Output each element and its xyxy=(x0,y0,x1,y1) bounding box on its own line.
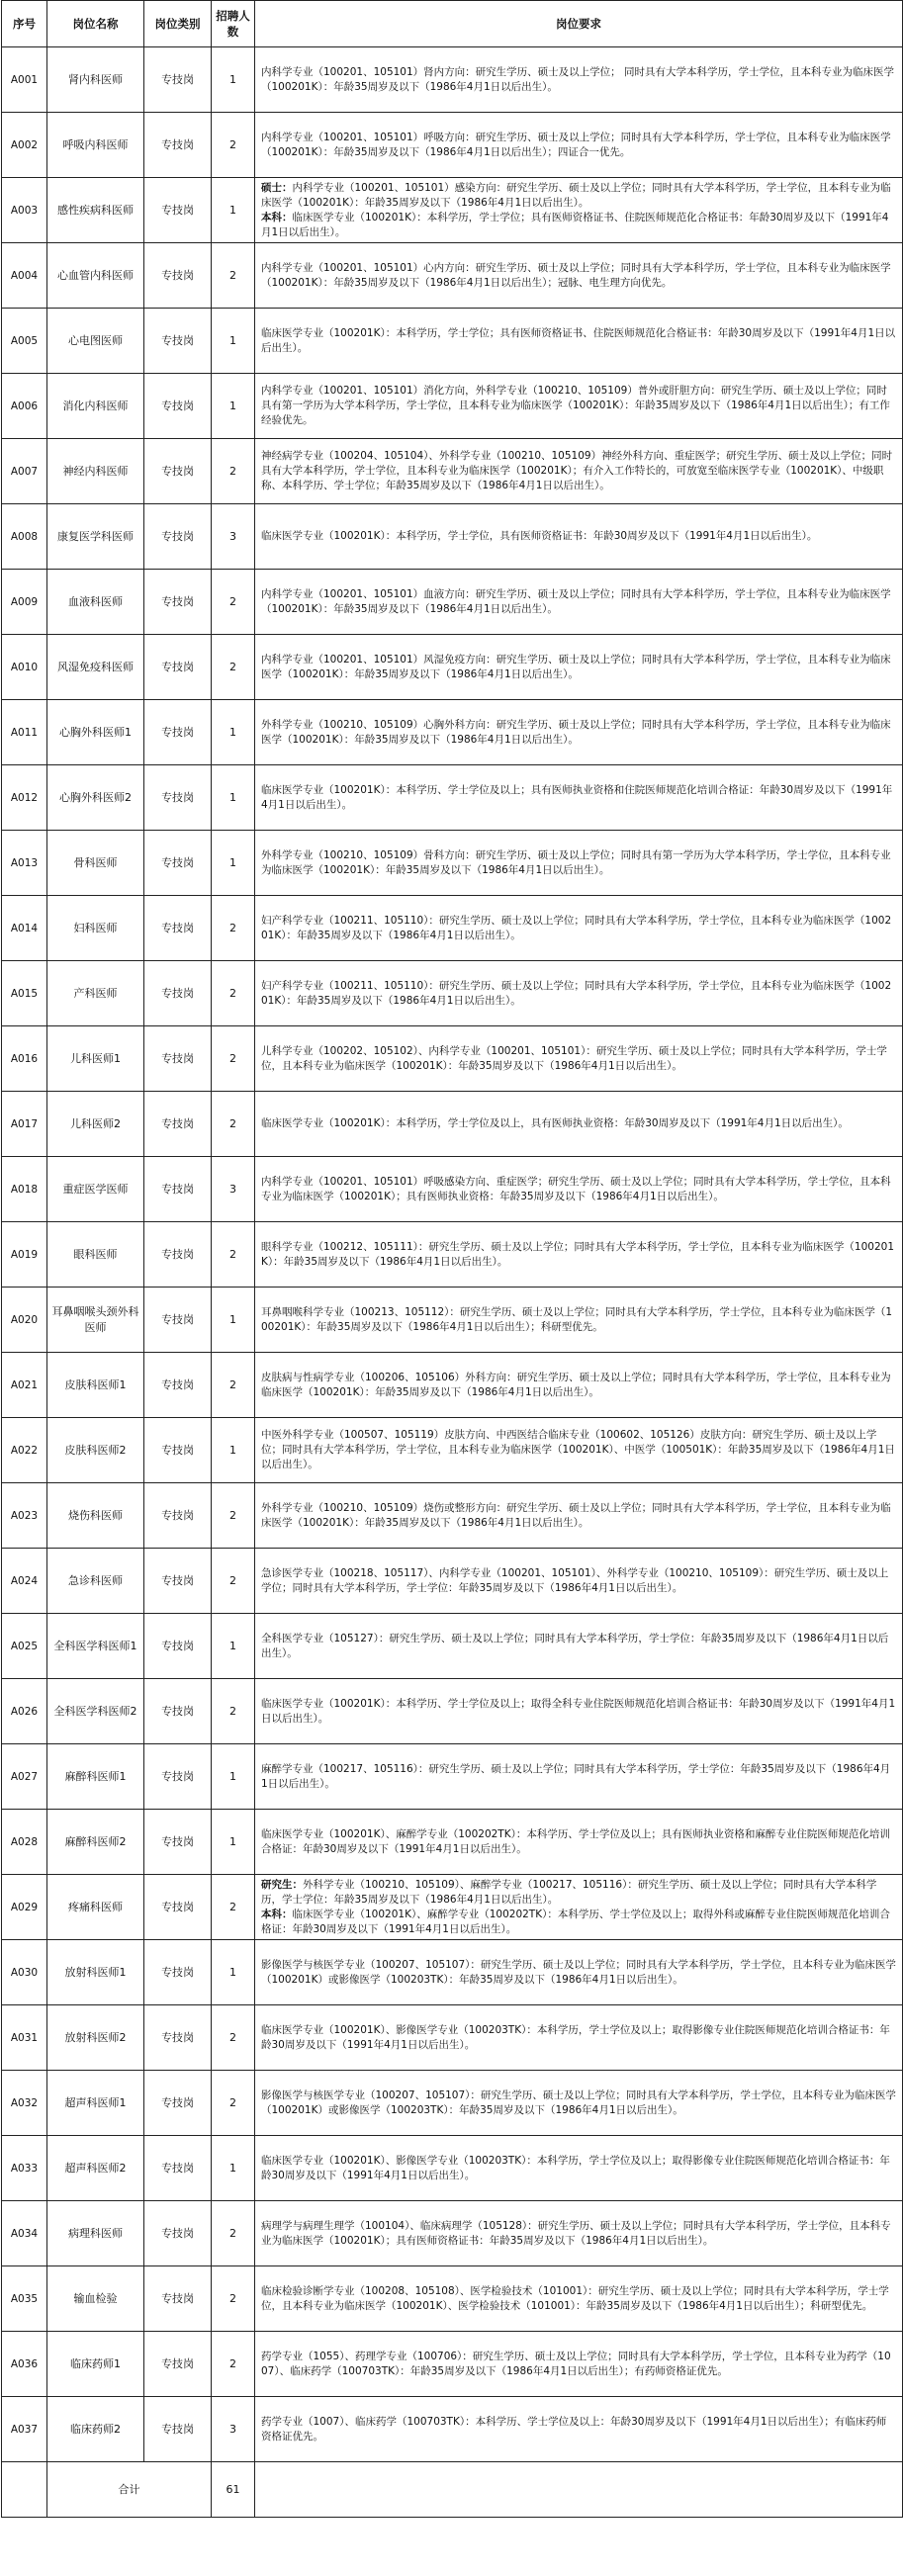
row-post-category: 专技岗 xyxy=(144,113,212,178)
row-hire-count: 1 xyxy=(212,1418,255,1483)
total-empty-requirements xyxy=(255,2462,903,2518)
requirement-line-label: 研究生： xyxy=(261,1878,303,1891)
row-serial: A002 xyxy=(2,113,47,178)
row-serial: A017 xyxy=(2,1092,47,1157)
header-requirements: 岗位要求 xyxy=(255,1,903,47)
row-requirements xyxy=(255,178,903,243)
row-serial: A008 xyxy=(2,504,47,570)
row-serial: A036 xyxy=(2,2332,47,2397)
row-post-name: 放射科医师2 xyxy=(47,2005,144,2071)
row-requirements: 中医外科学专业（100507、105119）皮肤方向、中西医结合临床专业（100602、105126）皮肤方向：研究生学历、硕士及以上学位；同时具有大学本科学历，学士学位，且本科专业为临床医学（100201K）、中医学（100501K）：年龄35周岁及以下（1986年4月1日以后出生）。 xyxy=(255,1418,903,1483)
row-hire-count: 2 xyxy=(212,1875,255,1940)
row-requirements: 内科学专业（100201、105101）心内方向：研究生学历、硕士及以上学位；同时具有大学本科学历，学士学位，且本科专业为临床医学（100201K）：年龄35周岁及以下（1986年4月1日以后出生）；冠脉、电生理方向优先。 xyxy=(255,243,903,309)
header-serial: 序号 xyxy=(2,1,47,47)
row-post-name: 儿科医师1 xyxy=(47,1026,144,1092)
row-hire-count: 1 xyxy=(212,1744,255,1810)
row-serial: A028 xyxy=(2,1810,47,1875)
row-serial: A027 xyxy=(2,1744,47,1810)
table-row xyxy=(2,1092,903,1157)
row-serial: A019 xyxy=(2,1222,47,1288)
table-row xyxy=(2,1026,903,1092)
row-hire-count: 2 xyxy=(212,2005,255,2071)
row-post-category: 专技岗 xyxy=(144,1810,212,1875)
table-row xyxy=(2,309,903,374)
table-row xyxy=(2,1288,903,1353)
row-requirements: 全科医学专业（105127）：研究生学历、硕士及以上学位；同时具有大学本科学历，学士学位：年龄35周岁及以下（1986年4月1日以后出生）。 xyxy=(255,1614,903,1679)
table-row xyxy=(2,1940,903,2005)
row-post-name: 血液科医师 xyxy=(47,570,144,635)
row-requirements: 临床医学专业（100201K）：本科学历、学士学位及以上；取得全科专业住院医师规范化培训合格证书：年龄30周岁及以下（1991年4月1日以后出生）。 xyxy=(255,1679,903,1744)
row-requirements: 儿科学专业（100202、105102）、内科学专业（100201、105101）：研究生学历、硕士及以上学位；同时具有大学本科学历，学士学位，且本科专业为临床医学（100201K）：年龄35周岁及以下（1986年4月1日以后出生）。 xyxy=(255,1026,903,1092)
table-row xyxy=(2,570,903,635)
requirement-line-label: 本科： xyxy=(261,1908,293,1920)
row-hire-count: 3 xyxy=(212,2397,255,2462)
row-requirements: 临床检验诊断学专业（100208、105108）、医学检验技术（101001）：研究生学历、硕士及以上学位；同时具有大学本科学历，学士学位，且本科专业为临床医学（100201K）、医学检验技术（101001）：年龄35周岁及以下（1986年4月1日以后出生）；科研型优先。 xyxy=(255,2266,903,2332)
row-requirements: 临床医学专业（100201K）：本科学历，学士学位及以上，具有医师执业资格：年龄30周岁及以下（1991年4月1日以后出生）。 xyxy=(255,1092,903,1157)
row-post-name: 消化内科医师 xyxy=(47,374,144,439)
row-hire-count: 2 xyxy=(212,439,255,504)
row-requirements: 病理学与病理生理学（100104）、临床病理学（105128）：研究生学历、硕士及以上学位；同时具有大学本科学历，学士学位，且本科专业为临床医学（100201K）；具有医师资格证书：年龄35周岁及以下（1986年4月1日以后出生）。 xyxy=(255,2201,903,2266)
row-hire-count: 2 xyxy=(212,635,255,700)
row-post-category: 专技岗 xyxy=(144,2397,212,2462)
table-row xyxy=(2,178,903,243)
row-hire-count: 1 xyxy=(212,700,255,765)
row-serial: A005 xyxy=(2,309,47,374)
row-serial: A034 xyxy=(2,2201,47,2266)
row-hire-count: 2 xyxy=(212,1353,255,1418)
row-hire-count: 1 xyxy=(212,374,255,439)
row-post-category: 专技岗 xyxy=(144,1549,212,1614)
row-post-name: 烧伤科医师 xyxy=(47,1483,144,1549)
requirement-line-text: 临床医学专业（100201K）：本科学历，学士学位；具有医师资格证书、住院医师规范化合格证书：年龄30周岁及以下（1991年4月1日以后出生）。 xyxy=(261,211,889,238)
row-post-name: 临床药师2 xyxy=(47,2397,144,2462)
table-row xyxy=(2,1614,903,1679)
row-requirements: 眼科学专业（100212、105111）：研究生学历、硕士及以上学位；同时具有大学本科学历，学士学位，且本科专业为临床医学（100201K）：年龄35周岁及以下（1986年4月1日以后出生）。 xyxy=(255,1222,903,1288)
row-requirements: 临床医学专业（100201K）、影像医学专业（100203TK）：本科学历，学士学位及以上；取得影像专业住院医师规范化培训合格证书：年龄30周岁及以下（1991年4月1日以后出生）。 xyxy=(255,2136,903,2201)
table-row xyxy=(2,113,903,178)
row-post-name: 心胸外科医师2 xyxy=(47,765,144,831)
row-hire-count: 2 xyxy=(212,961,255,1026)
row-post-category: 专技岗 xyxy=(144,1744,212,1810)
table-row xyxy=(2,765,903,831)
row-post-category: 专技岗 xyxy=(144,1026,212,1092)
row-post-category: 专技岗 xyxy=(144,831,212,896)
row-requirements: 临床医学专业（100201K）、麻醉学专业（100202TK）：本科学历、学士学位及以上；具有医师执业资格和麻醉专业住院医师规范化培训合格证：年龄30周岁及以下（1991年4月1日以后出生）。 xyxy=(255,1810,903,1875)
row-requirements: 内科学专业（100201、105101）呼吸感染方向、重症医学；研究生学历、硕士及以上学位；同时具有大学本科学历，学士学位，且本科专业为临床医学（100201K）；具有医师执业资格：年龄35周岁及以下（1986年4月1日以后出生）。 xyxy=(255,1157,903,1222)
row-serial: A006 xyxy=(2,374,47,439)
row-post-category: 专技岗 xyxy=(144,896,212,961)
row-post-category: 专技岗 xyxy=(144,1288,212,1353)
row-post-name: 儿科医师2 xyxy=(47,1092,144,1157)
row-post-category: 专技岗 xyxy=(144,570,212,635)
row-post-category: 专技岗 xyxy=(144,2005,212,2071)
row-serial: A029 xyxy=(2,1875,47,1940)
row-hire-count: 1 xyxy=(212,2136,255,2201)
table-row xyxy=(2,1810,903,1875)
row-post-category: 专技岗 xyxy=(144,309,212,374)
row-post-name: 神经内科医师 xyxy=(47,439,144,504)
row-post-category: 专技岗 xyxy=(144,1875,212,1940)
requirement-line-text: 临床医学专业（100201K）、麻醉学专业（100202TK）：本科学历、学士学位及以上；取得外科或麻醉专业住院医师规范化培训合格证：年龄30周岁及以下（1991年4月1日以后出生）。 xyxy=(261,1908,890,1935)
row-hire-count: 2 xyxy=(212,1549,255,1614)
row-post-name: 肾内科医师 xyxy=(47,47,144,113)
row-post-category: 专技岗 xyxy=(144,439,212,504)
row-post-category: 专技岗 xyxy=(144,2071,212,2136)
row-post-name: 麻醉科医师2 xyxy=(47,1810,144,1875)
table-row xyxy=(2,1549,903,1614)
row-serial: A026 xyxy=(2,1679,47,1744)
row-serial: A035 xyxy=(2,2266,47,2332)
row-serial: A001 xyxy=(2,47,47,113)
row-serial: A024 xyxy=(2,1549,47,1614)
row-serial: A021 xyxy=(2,1353,47,1418)
requirement-line xyxy=(261,1878,896,1908)
row-requirements: 外科学专业（100210、105109）心胸外科方向：研究生学历、硕士及以上学位；同时具有大学本科学历，学士学位，且本科专业为临床医学（100201K）：年龄35周岁及以下（1986年4月1日以后出生）。 xyxy=(255,700,903,765)
row-hire-count: 1 xyxy=(212,1288,255,1353)
row-post-category: 专技岗 xyxy=(144,1418,212,1483)
row-post-category: 专技岗 xyxy=(144,1353,212,1418)
row-post-name: 皮肤科医师2 xyxy=(47,1418,144,1483)
row-post-category: 专技岗 xyxy=(144,243,212,309)
row-serial: A009 xyxy=(2,570,47,635)
row-post-category: 专技岗 xyxy=(144,700,212,765)
row-requirements: 临床医学专业（100201K）：本科学历，学士学位；具有医师资格证书、住院医师规范化合格证书：年龄30周岁及以下（1991年4月1日以后出生）。 xyxy=(255,309,903,374)
row-hire-count: 1 xyxy=(212,1940,255,2005)
row-serial: A033 xyxy=(2,2136,47,2201)
row-requirements: 临床医学专业（100201K）、影像医学专业（100203TK）：本科学历，学士学位及以上；取得影像专业住院医师规范化培训合格证书：年龄30周岁及以下（1991年4月1日以后出生）。 xyxy=(255,2005,903,2071)
table-row xyxy=(2,1875,903,1940)
row-post-name: 临床药师1 xyxy=(47,2332,144,2397)
row-serial: A018 xyxy=(2,1157,47,1222)
row-hire-count: 1 xyxy=(212,831,255,896)
row-requirements: 内科学专业（100201、105101）风湿免疫方向：研究生学历、硕士及以上学位；同时具有大学本科学历，学士学位，且本科专业为临床医学（100201K）：年龄35周岁及以下（1986年4月1日以后出生）。 xyxy=(255,635,903,700)
table-row xyxy=(2,504,903,570)
row-serial: A012 xyxy=(2,765,47,831)
row-post-category: 专技岗 xyxy=(144,374,212,439)
row-post-category: 专技岗 xyxy=(144,178,212,243)
row-requirements: 内科学专业（100201、105101）消化方向，外科学专业（100210、105109）普外或肝胆方向：研究生学历、硕士及以上学位；同时具有第一学历为大学本科学历，学士学位，且本科专业为临床医学（100201K）：年龄35周岁及以下（1986年4月1日以后出生）；有工作经验优先。 xyxy=(255,374,903,439)
row-post-category: 专技岗 xyxy=(144,765,212,831)
requirement-line-label: 硕士： xyxy=(261,181,293,194)
requirement-line xyxy=(261,211,896,240)
row-post-category: 专技岗 xyxy=(144,2266,212,2332)
row-hire-count: 2 xyxy=(212,1222,255,1288)
row-requirements: 内科学专业（100201、105101）血液方向：研究生学历、硕士及以上学位；同时具有大学本科学历，学士学位，且本科专业为临床医学（100201K）：年龄35周岁及以下（1986年4月1日以后出生）。 xyxy=(255,570,903,635)
row-serial: A014 xyxy=(2,896,47,961)
row-serial: A025 xyxy=(2,1614,47,1679)
row-serial: A032 xyxy=(2,2071,47,2136)
row-hire-count: 2 xyxy=(212,1679,255,1744)
row-serial: A020 xyxy=(2,1288,47,1353)
total-row xyxy=(2,2462,903,2518)
row-post-category: 专技岗 xyxy=(144,2201,212,2266)
row-requirements: 影像医学与核医学专业（100207、105107）：研究生学历、硕士及以上学位；同时具有大学本科学历，学士学位，且本科专业为临床医学（100201K）或影像医学（100203TK）：年龄35周岁及以下（1986年4月1日以后出生）。 xyxy=(255,2071,903,2136)
recruitment-table xyxy=(1,0,903,2518)
table-row xyxy=(2,1679,903,1744)
table-row xyxy=(2,2071,903,2136)
table-row xyxy=(2,896,903,961)
requirement-line xyxy=(261,1908,896,1937)
row-requirements: 急诊医学专业（100218、105117）、内科学专业（100201、105101）、外科学专业（100210、105109）：研究生学历、硕士及以上学位；同时具有大学本科学历，学士学位：年龄35周岁及以下（1986年4月1日以后出生）。 xyxy=(255,1549,903,1614)
row-post-category: 专技岗 xyxy=(144,47,212,113)
row-post-name: 妇科医师 xyxy=(47,896,144,961)
row-post-category: 专技岗 xyxy=(144,635,212,700)
row-serial: A013 xyxy=(2,831,47,896)
row-post-name: 皮肤科医师1 xyxy=(47,1353,144,1418)
row-post-name: 重症医学医师 xyxy=(47,1157,144,1222)
table-row xyxy=(2,2201,903,2266)
header-post-name: 岗位名称 xyxy=(47,1,144,47)
row-serial: A007 xyxy=(2,439,47,504)
row-post-category: 专技岗 xyxy=(144,2332,212,2397)
row-hire-count: 1 xyxy=(212,1614,255,1679)
row-post-name: 全科医学科医师2 xyxy=(47,1679,144,1744)
row-post-name: 心电图医师 xyxy=(47,309,144,374)
row-serial: A037 xyxy=(2,2397,47,2462)
row-post-category: 专技岗 xyxy=(144,1614,212,1679)
row-hire-count: 3 xyxy=(212,504,255,570)
total-empty-cell xyxy=(2,2462,47,2518)
row-hire-count: 2 xyxy=(212,570,255,635)
table-body xyxy=(2,47,903,2518)
row-post-name: 病理科医师 xyxy=(47,2201,144,2266)
row-serial: A004 xyxy=(2,243,47,309)
header-hire-count: 招聘人数 xyxy=(212,1,255,47)
row-post-name: 感性疾病科医师 xyxy=(47,178,144,243)
table-row xyxy=(2,1157,903,1222)
row-requirements: 外科学专业（100210、105109）烧伤或整形方向：研究生学历、硕士及以上学位；同时具有大学本科学历，学士学位，且本科专业为临床医学（100201K）：年龄35周岁及以下（1986年4月1日以后出生）。 xyxy=(255,1483,903,1549)
row-requirements: 内科学专业（100201、105101）呼吸方向：研究生学历、硕士及以上学位；同时具有大学本科学历，学士学位，且本科专业为临床医学（100201K）：年龄35周岁及以下（1986年4月1日以后出生）；四证合一优先。 xyxy=(255,113,903,178)
row-hire-count: 3 xyxy=(212,1157,255,1222)
table-row xyxy=(2,1353,903,1418)
row-post-name: 输血检验 xyxy=(47,2266,144,2332)
row-requirements: 内科学专业（100201、105101）肾内方向：研究生学历、硕士及以上学位； 同时具有大学本科学历，学士学位，且本科专业为临床医学（100201K）：年龄35周岁及以下（1986年4月1日以后出生）。 xyxy=(255,47,903,113)
table-row xyxy=(2,831,903,896)
requirement-line xyxy=(261,181,896,211)
total-label: 合计 xyxy=(47,2462,212,2518)
table-row xyxy=(2,1222,903,1288)
row-requirements: 药学专业（1055）、药理学专业（100706）：研究生学历、硕士及以上学位；同时具有大学本科学历，学士学位，且本科专业为药学（1007）、临床药学（100703TK）：年龄35周岁及以下（1986年4月1日以后出生）；有药师资格证优先。 xyxy=(255,2332,903,2397)
table-row xyxy=(2,2332,903,2397)
row-serial: A011 xyxy=(2,700,47,765)
row-post-name: 心血管内科医师 xyxy=(47,243,144,309)
row-serial: A010 xyxy=(2,635,47,700)
row-serial: A016 xyxy=(2,1026,47,1092)
row-post-category: 专技岗 xyxy=(144,961,212,1026)
row-post-category: 专技岗 xyxy=(144,2136,212,2201)
requirement-line-label: 本科： xyxy=(261,211,293,223)
row-requirements: 妇产科学专业（100211、105110）：研究生学历、硕士及以上学位；同时具有大学本科学历，学士学位，且本科专业为临床医学（100201K）：年龄35周岁及以下（1986年4月1日以后出生）。 xyxy=(255,961,903,1026)
table-row xyxy=(2,1418,903,1483)
row-requirements: 皮肤病与性病学专业（100206、105106）外科方向：研究生学历、硕士及以上学位；同时具有大学本科学历，学士学位，且本科专业为临床医学（100201K）：年龄35周岁及以下（1986年4月1日以后出生）。 xyxy=(255,1353,903,1418)
row-hire-count: 2 xyxy=(212,1483,255,1549)
row-post-category: 专技岗 xyxy=(144,504,212,570)
row-requirements: 外科学专业（100210、105109）骨科方向：研究生学历、硕士及以上学位；同时具有第一学历为大学本科学历，学士学位，且本科专业为临床医学（100201K）：年龄35周岁及以下（1986年4月1日以后出生）。 xyxy=(255,831,903,896)
row-requirements: 临床医学专业（100201K）：本科学历，学士学位，具有医师资格证书：年龄30周岁及以下（1991年4月1日以后出生）。 xyxy=(255,504,903,570)
requirement-line-text: 内科学专业（100201、105101）感染方向：研究生学历、硕士及以上学位；同时具有大学本科学历，学士学位，且本科专业为临床医学（100201K）：年龄35周岁及以下（1986年4月1日以后出生）。 xyxy=(261,181,891,209)
row-requirements: 影像医学与核医学专业（100207、105107）：研究生学历、硕士及以上学位；同时具有大学本科学历，学士学位，且本科专业为临床医学（100201K）或影像医学（100203TK）：年龄35周岁及以下（1986年4月1日以后出生）。 xyxy=(255,1940,903,2005)
table-row xyxy=(2,243,903,309)
row-requirements: 临床医学专业（100201K）：本科学历、学士学位及以上；具有医师执业资格和住院医师规范化培训合格证：年龄30周岁及以下（1991年4月1日以后出生）。 xyxy=(255,765,903,831)
row-hire-count: 2 xyxy=(212,2201,255,2266)
table-row xyxy=(2,2136,903,2201)
row-post-name: 呼吸内科医师 xyxy=(47,113,144,178)
row-post-category: 专技岗 xyxy=(144,1222,212,1288)
row-hire-count: 2 xyxy=(212,113,255,178)
table-row xyxy=(2,47,903,113)
row-hire-count: 1 xyxy=(212,765,255,831)
row-post-name: 耳鼻咽喉头颈外科医师 xyxy=(47,1288,144,1353)
row-hire-count: 2 xyxy=(212,243,255,309)
row-hire-count: 2 xyxy=(212,896,255,961)
table-header-row xyxy=(2,1,903,47)
row-post-name: 急诊科医师 xyxy=(47,1549,144,1614)
row-requirements: 耳鼻咽喉科学专业（100213、105112）：研究生学历、硕士及以上学位；同时具有大学本科学历，学士学位，且本科专业为临床医学（100201K）：年龄35周岁及以下（1986年4月1日以后出生）；科研型优先。 xyxy=(255,1288,903,1353)
row-post-name: 心胸外科医师1 xyxy=(47,700,144,765)
table-row xyxy=(2,2266,903,2332)
requirement-line-text: 外科学专业（100210、105109）、麻醉学专业（100217、105116）：研究生学历、硕士及以上学位；同时具有大学本科学历，学士学位：年龄35周岁及以下（1986年4月1日以后出生）。 xyxy=(261,1878,877,1906)
row-post-name: 放射科医师1 xyxy=(47,1940,144,2005)
row-requirements: 妇产科学专业（100211、105110）：研究生学历、硕士及以上学位；同时具有大学本科学历，学士学位，且本科专业为临床医学（100201K）：年龄35周岁及以下（1986年4月1日以后出生）。 xyxy=(255,896,903,961)
total-count: 61 xyxy=(212,2462,255,2518)
row-hire-count: 1 xyxy=(212,1810,255,1875)
row-post-name: 超声科医师2 xyxy=(47,2136,144,2201)
row-post-name: 超声科医师1 xyxy=(47,2071,144,2136)
table-row xyxy=(2,700,903,765)
row-post-name: 风湿免疫科医师 xyxy=(47,635,144,700)
table-row xyxy=(2,374,903,439)
row-post-name: 骨科医师 xyxy=(47,831,144,896)
row-hire-count: 2 xyxy=(212,1026,255,1092)
row-hire-count: 2 xyxy=(212,1092,255,1157)
row-post-name: 全科医学科医师1 xyxy=(47,1614,144,1679)
row-requirements: 麻醉学专业（100217、105116）：研究生学历、硕士及以上学位；同时具有大学本科学历，学士学位：年龄35周岁及以下（1986年4月1日以后出生）。 xyxy=(255,1744,903,1810)
row-post-name: 疼痛科医师 xyxy=(47,1875,144,1940)
row-post-category: 专技岗 xyxy=(144,1679,212,1744)
table-row xyxy=(2,1483,903,1549)
row-requirements xyxy=(255,1875,903,1940)
row-post-name: 康复医学科医师 xyxy=(47,504,144,570)
row-post-name: 麻醉科医师1 xyxy=(47,1744,144,1810)
row-serial: A015 xyxy=(2,961,47,1026)
row-post-category: 专技岗 xyxy=(144,1157,212,1222)
header-post-category: 岗位类别 xyxy=(144,1,212,47)
row-serial: A031 xyxy=(2,2005,47,2071)
row-post-name: 眼科医师 xyxy=(47,1222,144,1288)
table-row xyxy=(2,2005,903,2071)
row-serial: A022 xyxy=(2,1418,47,1483)
row-post-category: 专技岗 xyxy=(144,1483,212,1549)
row-hire-count: 1 xyxy=(212,178,255,243)
row-hire-count: 1 xyxy=(212,47,255,113)
row-requirements: 药学专业（1007）、临床药学（100703TK）：本科学历、学士学位及以上：年龄30周岁及以下（1991年4月1日以后出生）；有临床药师资格证优先。 xyxy=(255,2397,903,2462)
table-row xyxy=(2,1744,903,1810)
row-hire-count: 2 xyxy=(212,2071,255,2136)
table-row xyxy=(2,2397,903,2462)
row-serial: A030 xyxy=(2,1940,47,2005)
row-post-name: 产科医师 xyxy=(47,961,144,1026)
row-hire-count: 1 xyxy=(212,309,255,374)
row-serial: A003 xyxy=(2,178,47,243)
row-serial: A023 xyxy=(2,1483,47,1549)
row-hire-count: 2 xyxy=(212,2332,255,2397)
row-hire-count: 2 xyxy=(212,2266,255,2332)
table-row xyxy=(2,635,903,700)
row-post-category: 专技岗 xyxy=(144,1092,212,1157)
row-requirements: 神经病学专业（100204、105104）、外科学专业（100210、105109）神经外科方向、重症医学；研究生学历、硕士及以上学位；同时具有大学本科学历，学士学位，且本科专业为临床医学（100201K）；有介入工作特长的，可放宽至临床医学专业（100201K）、中级职称、本科学历、学士学位；年龄35周岁及以下（1986年4月1日以后出生）。 xyxy=(255,439,903,504)
row-post-category: 专技岗 xyxy=(144,1940,212,2005)
table-row xyxy=(2,961,903,1026)
table-row xyxy=(2,439,903,504)
